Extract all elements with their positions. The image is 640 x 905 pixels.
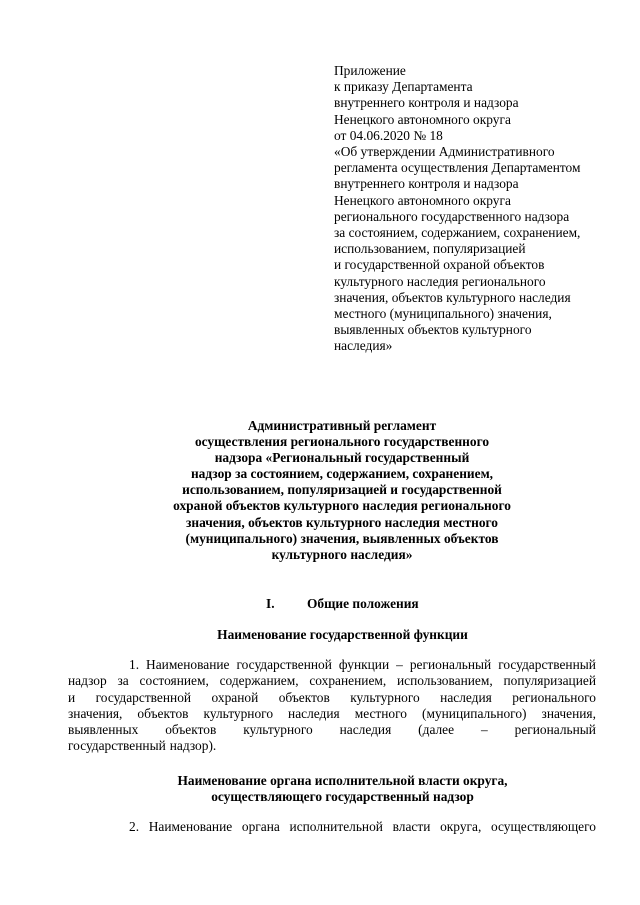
appendix-line: наследия» <box>334 338 393 354</box>
title-line: культурного наследия» <box>271 546 413 562</box>
title-line: значения, объектов культурного наследия местного <box>185 514 499 530</box>
paragraph-line: государственный надзор). <box>68 738 217 754</box>
appendix-line: использованием, популяризацией <box>334 241 526 257</box>
appendix-line: культурного наследия регионального <box>334 273 546 289</box>
title-line: надзор за состоянием, содержанием, сохранением, <box>190 466 494 482</box>
paragraph-2 <box>68 819 596 835</box>
heading-line: Наименование государственной функции <box>217 627 468 642</box>
section-title: Общие положения <box>307 596 419 611</box>
paragraph-line: 1. Наименование государственной функции – региональный государственный <box>129 657 596 672</box>
title-line: охраной объектов культурного наследия регионального <box>173 498 511 514</box>
appendix-line: к приказу Департамента <box>334 79 473 95</box>
appendix-block <box>334 63 604 355</box>
appendix-line: выявленных объектов культурного <box>334 322 532 338</box>
appendix-line: «Об утверждении Административного <box>334 144 555 160</box>
heading-line: осуществляющего государственный надзор <box>211 789 474 805</box>
heading-line: Наименование органа исполнительной власти округа, <box>177 773 508 788</box>
appendix-line: от 04.06.2020 № 18 <box>334 127 443 143</box>
appendix-line: внутреннего контроля и надзора <box>334 95 519 111</box>
appendix-line: за состоянием, содержанием, сохранением, <box>334 225 581 241</box>
title-line: использованием, популяризацией и государственной <box>182 482 502 498</box>
paragraph-line: и государственной охраной объектов культурного наследия регионального <box>68 689 596 705</box>
paragraph-line: надзор за состоянием, содержанием, сохранением, использованием, популяризацией <box>68 673 596 689</box>
title-line: Административный регламент <box>247 418 437 433</box>
paragraph-line: значения, объектов культурного наследия местного (муниципального) значения, <box>68 705 596 721</box>
paragraph-line: 2. Наименование органа исполнительной власти округа, осуществляющего <box>129 819 596 834</box>
subheading-function-name <box>90 627 595 643</box>
appendix-line: регламента осуществления Департаментом <box>334 160 581 176</box>
appendix-line: значения, объектов культурного наследия <box>334 289 571 305</box>
appendix-line: Приложение <box>334 63 406 78</box>
section-number: I. <box>266 596 275 611</box>
paragraph-1 <box>68 657 596 755</box>
title-line: надзора «Региональный государственный <box>214 450 470 466</box>
appendix-line: и государственной охраной объектов <box>334 257 545 273</box>
subheading-authority-name <box>90 773 595 805</box>
appendix-line: местного (муниципального) значения, <box>334 306 552 322</box>
title-line: (муниципального) значения, выявленных объектов <box>185 530 499 546</box>
appendix-line: регионального государственного надзора <box>334 208 570 224</box>
regulation-title <box>110 418 574 563</box>
paragraph-line: выявленных объектов культурного наследия (далее – региональный <box>68 722 596 738</box>
appendix-line: Ненецкого автономного округа <box>334 111 511 127</box>
appendix-line: Ненецкого автономного округа <box>334 192 511 208</box>
appendix-line: внутреннего контроля и надзора <box>334 176 519 192</box>
title-line: осуществления регионального государственного <box>194 434 490 450</box>
